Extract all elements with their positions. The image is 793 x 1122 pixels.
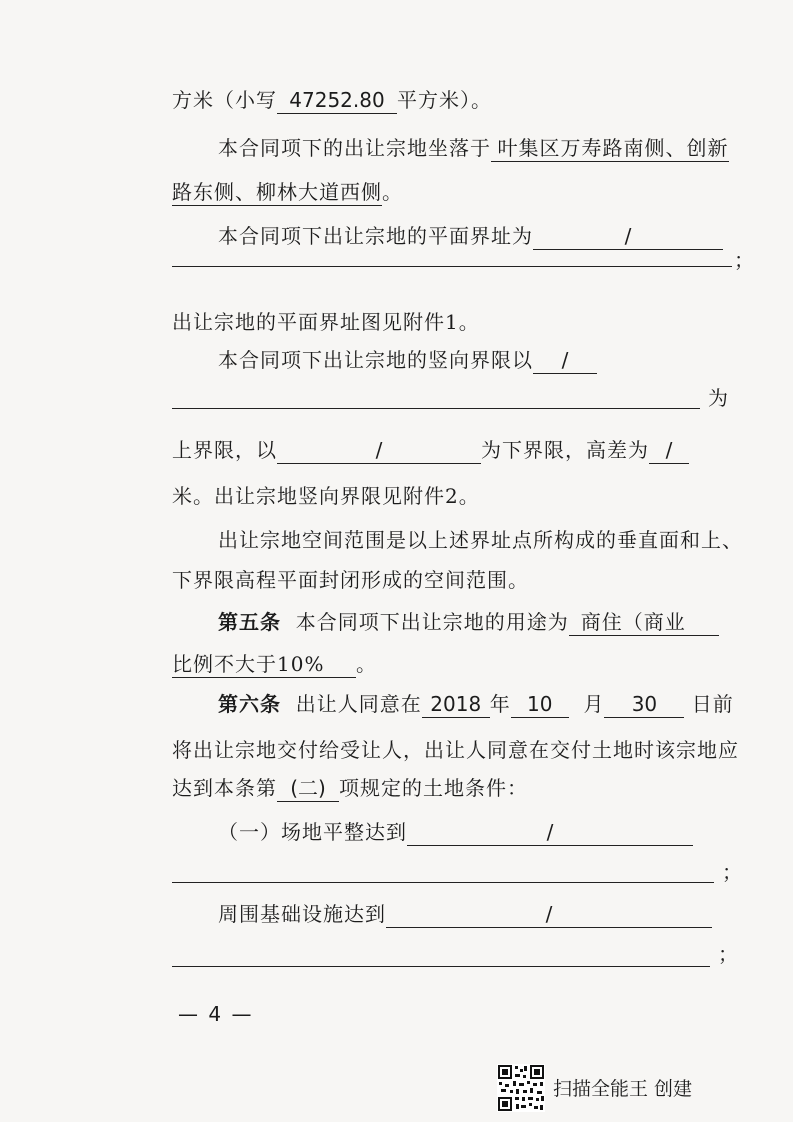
- text: 月: [583, 692, 605, 716]
- plane-boundary-value: /: [533, 223, 723, 250]
- text: 本合同项下出让宗地的平面界址为: [218, 224, 533, 248]
- land-use-value: 商住（商业: [569, 609, 719, 636]
- vertical-annex-line: [172, 482, 480, 510]
- text: 本合同项下出让宗地的用途为: [295, 610, 569, 634]
- plane-boundary-annex-line: [172, 308, 480, 336]
- article-six-line: [218, 690, 734, 718]
- article-six-heading: 第六条: [218, 692, 281, 716]
- location-line-2: [172, 178, 403, 206]
- vertical-upper-value: /: [533, 347, 597, 374]
- infrastructure-value: /: [386, 901, 712, 928]
- text: 为下界限，高差为: [481, 438, 649, 462]
- delivery-line-2: [172, 736, 739, 764]
- text: 平方米）。: [397, 88, 492, 112]
- article-five-heading: 第五条: [218, 610, 281, 634]
- blank-rule: [172, 408, 700, 409]
- site-leveling-line: [218, 818, 693, 846]
- blank-rule: [172, 882, 714, 883]
- text: 出让宗地空间范围是以上述界址点所构成的垂直面和上、: [218, 528, 743, 552]
- blank-rule: [172, 966, 710, 967]
- page-number: — 4 —: [178, 1002, 254, 1026]
- qr-code-icon: [497, 1064, 545, 1112]
- text: 为: [708, 386, 728, 410]
- spatial-range-line-2: [172, 566, 529, 594]
- land-use-value-cont: 比例不大于10%: [172, 651, 356, 678]
- spatial-range-line: [218, 526, 743, 554]
- text: 上界限，以: [172, 438, 277, 462]
- text: 达到本条第: [172, 776, 277, 800]
- land-use-line-2: [172, 650, 377, 678]
- text: 出让人同意在: [295, 692, 422, 716]
- condition-item-value: (二): [277, 775, 339, 802]
- text: 出让宗地的平面界址图见附件1。: [172, 310, 480, 334]
- text: 。: [356, 652, 377, 676]
- infrastructure-line: [218, 900, 712, 928]
- height-diff-value: /: [649, 437, 689, 464]
- text: 项规定的土地条件：: [339, 776, 528, 800]
- site-leveling-value: /: [407, 819, 693, 846]
- location-line: [218, 134, 729, 162]
- text: 本合同项下出让宗地的竖向界限以: [218, 348, 533, 372]
- lower-boundary-line: [172, 436, 689, 464]
- text: 将出让宗地交付给受让人，出让人同意在交付土地时该宗地应: [172, 738, 739, 762]
- area-line: [172, 86, 492, 114]
- text: 方米（小写: [172, 88, 277, 112]
- text: 。: [382, 180, 403, 204]
- delivery-month: 10: [511, 691, 569, 718]
- text: 周围基础设施达到: [218, 902, 386, 926]
- blank-rule: [172, 266, 732, 267]
- vertical-boundary-line: [218, 346, 597, 374]
- text: 年: [489, 692, 511, 716]
- text: 本合同项下的出让宗地坐落于: [218, 136, 491, 160]
- text: 下界限高程平面封闭形成的空间范围。: [172, 568, 529, 592]
- location-value-cont: 路东侧、柳林大道西侧: [172, 180, 382, 204]
- text: 米。出让宗地竖向界限见附件2。: [172, 484, 480, 508]
- text: 日前: [691, 692, 734, 716]
- plane-boundary-line: [218, 222, 723, 250]
- location-value: 叶集区万寿路南侧、创新: [491, 135, 729, 162]
- area-value: 47252.80: [277, 87, 397, 114]
- delivery-year: 2018: [422, 691, 490, 718]
- scanner-watermark: 扫描全能王 创建: [553, 1078, 693, 1100]
- semicolon: ；: [722, 860, 742, 884]
- text: （一）场地平整达到: [218, 820, 407, 844]
- vertical-lower-value: /: [277, 437, 481, 464]
- delivery-day: 30: [604, 691, 684, 718]
- semicolon: ；: [734, 248, 754, 272]
- condition-ref-line: [172, 774, 528, 802]
- semicolon: ；: [718, 942, 738, 966]
- article-five-line: [218, 608, 719, 636]
